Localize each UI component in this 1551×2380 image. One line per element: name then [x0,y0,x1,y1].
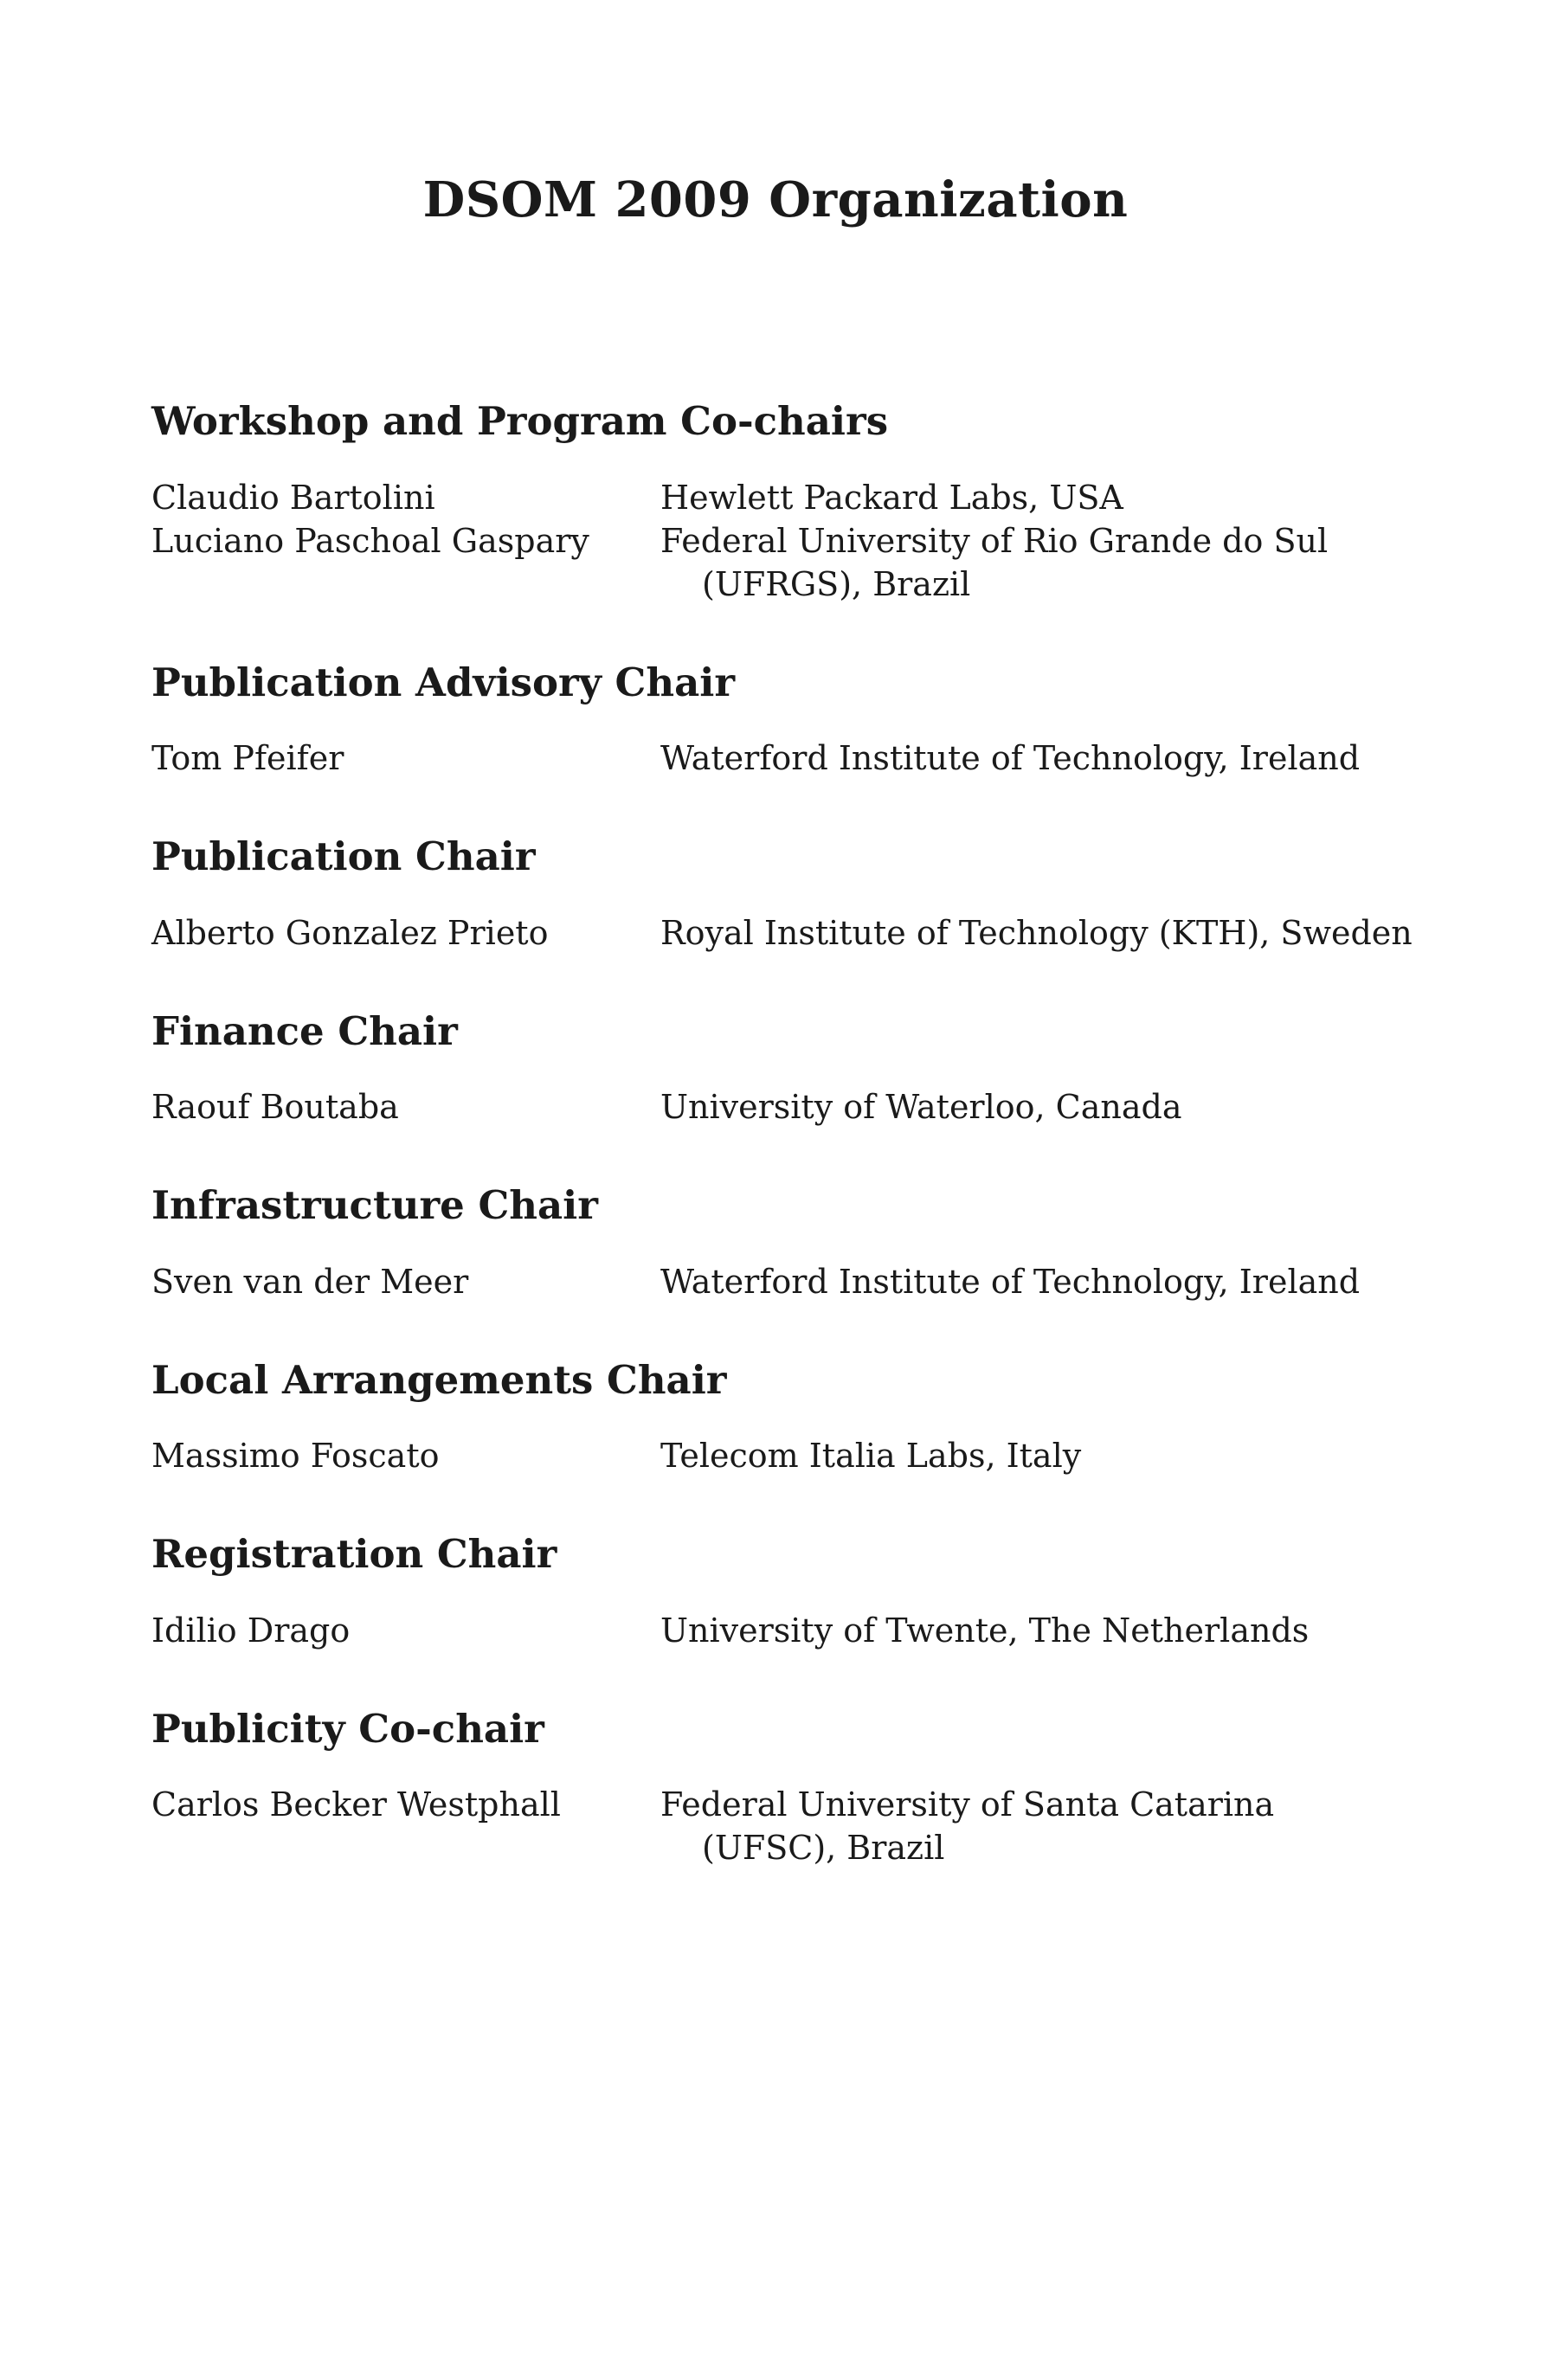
page-title: DSOM 2009 Organization [422,171,1129,228]
section-heading: Registration Chair [151,1531,557,1577]
section [151,400,1415,606]
member-affiliation: Waterford Institute of Technology, Ireland [660,1262,1361,1301]
member-name: Massimo Foscato [151,1437,440,1475]
organization-list [151,400,1415,1925]
section-heading: Publication Advisory Chair [151,659,736,705]
member-name: Idilio Drago [151,1611,351,1650]
member-affiliation: Federal University of Santa Catarina (UFSC), Brazil [660,1785,1275,1867]
member-name: Raouf Boutaba [151,1088,399,1126]
member-affiliation: University of Waterloo, Canada [660,1088,1182,1126]
member-entry [151,1260,1415,1303]
member-entry [151,911,1415,955]
member-name: Sven van der Meer [151,1262,469,1301]
member-entry [151,1085,1415,1129]
member-entry [151,1609,1415,1652]
member-entry [151,1434,1415,1477]
member-name: Tom Pfeifer [151,739,344,777]
member-entry [151,1783,1415,1869]
section [151,1705,1415,1870]
member-name: Carlos Becker Westphall [151,1785,561,1824]
member-affiliation: Hewlett Packard Labs, USA [660,478,1123,517]
member-entry [151,737,1415,780]
section [151,661,1415,781]
section-heading: Publication Chair [151,833,536,879]
member-affiliation: Federal University of Rio Grande do Sul (UFRGS), Brazil [660,521,1329,603]
member-affiliation: Telecom Italia Labs, Italy [660,1437,1082,1475]
member-affiliation: Royal Institute of Technology (KTH), Sweden [660,913,1413,952]
member-affiliation: University of Twente, The Netherlands [660,1611,1310,1650]
section [151,1007,1415,1129]
section [151,1184,1415,1303]
member-name: Alberto Gonzalez Prieto [151,913,549,952]
section [151,835,1415,955]
member-entry [151,519,1415,606]
section-heading: Finance Chair [151,1007,458,1054]
section-heading: Local Arrangements Chair [151,1356,727,1403]
section [151,1533,1415,1652]
member-entry [151,476,1415,519]
member-affiliation: Waterford Institute of Technology, Ireland [660,739,1361,777]
member-name: Claudio Bartolini [151,478,435,517]
member-name: Luciano Paschoal Gaspary [151,521,589,560]
section-heading: Infrastructure Chair [151,1182,598,1228]
section-heading: Publicity Co-chair [151,1705,544,1752]
section [151,1356,1415,1478]
section-heading: Workshop and Program Co-chairs [151,398,889,444]
